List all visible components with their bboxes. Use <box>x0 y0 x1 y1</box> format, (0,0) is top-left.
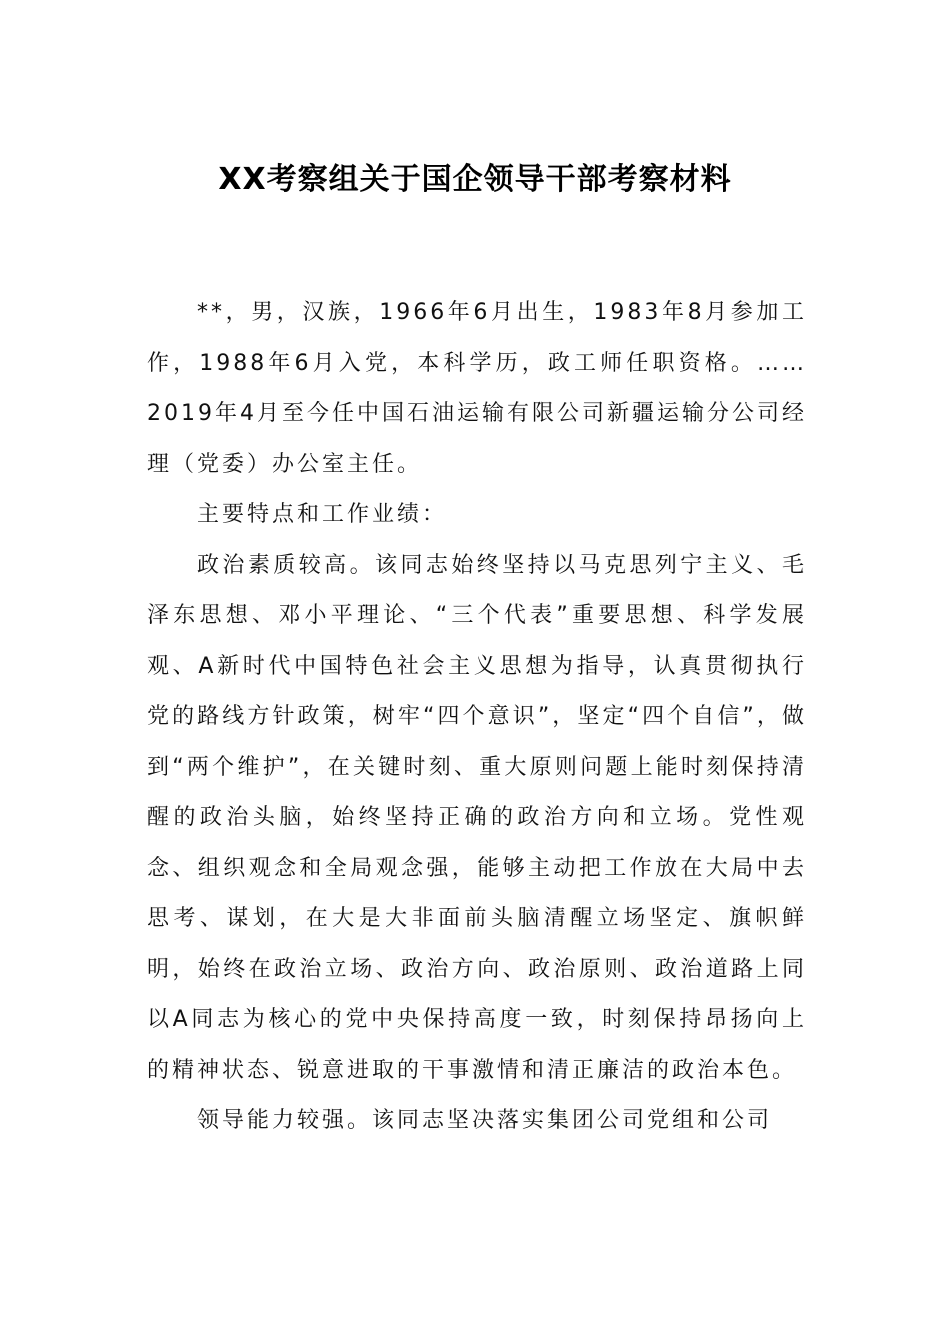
document-body <box>147 288 807 1147</box>
paragraph-personal-info: **，男，汉族，1966年6月出生，1983年8月参加工作，1988年6月入党，本科学历，政工师任职资格。……2019年4月至今任中国石油运输有限公司新疆运输分公司经理（党委）办公室主任。 <box>147 300 807 477</box>
paragraph-political-quality: 政治素质较高。该同志始终坚持以马克思列宁主义、毛泽东思想、邓小平理论、“三个代表”重要思想、科学发展观、A新时代中国特色社会主义思想为指导，认真贯彻执行党的路线方针政策，树牢“四个意识”，坚定“四个自信”，做到“两个维护”，在关键时刻、重大原则问题上能时刻保持清醒的政治头脑，始终坚持正确的政治方向和立场。党性观念、组织观念和全局观念强，能够主动把工作放在大局中去思考、谋划，在大是大非面前头脑清醒立场坚定、旗帜鲜明，始终在政治立场、政治方向、政治原则、政治道路上同以A同志为核心的党中央保持高度一致，时刻保持昂扬向上的精神状态、锐意进取的干事激情和清正廉洁的政治本色。 <box>147 552 807 1083</box>
paragraph-section-heading: 主要特点和工作业绩： <box>197 502 448 527</box>
paragraph-leadership-ability: 领导能力较强。该同志坚决落实集团公司党组和公司 <box>197 1108 773 1133</box>
document-title: XX考察组关于国企领导干部考察材料 <box>218 162 732 197</box>
